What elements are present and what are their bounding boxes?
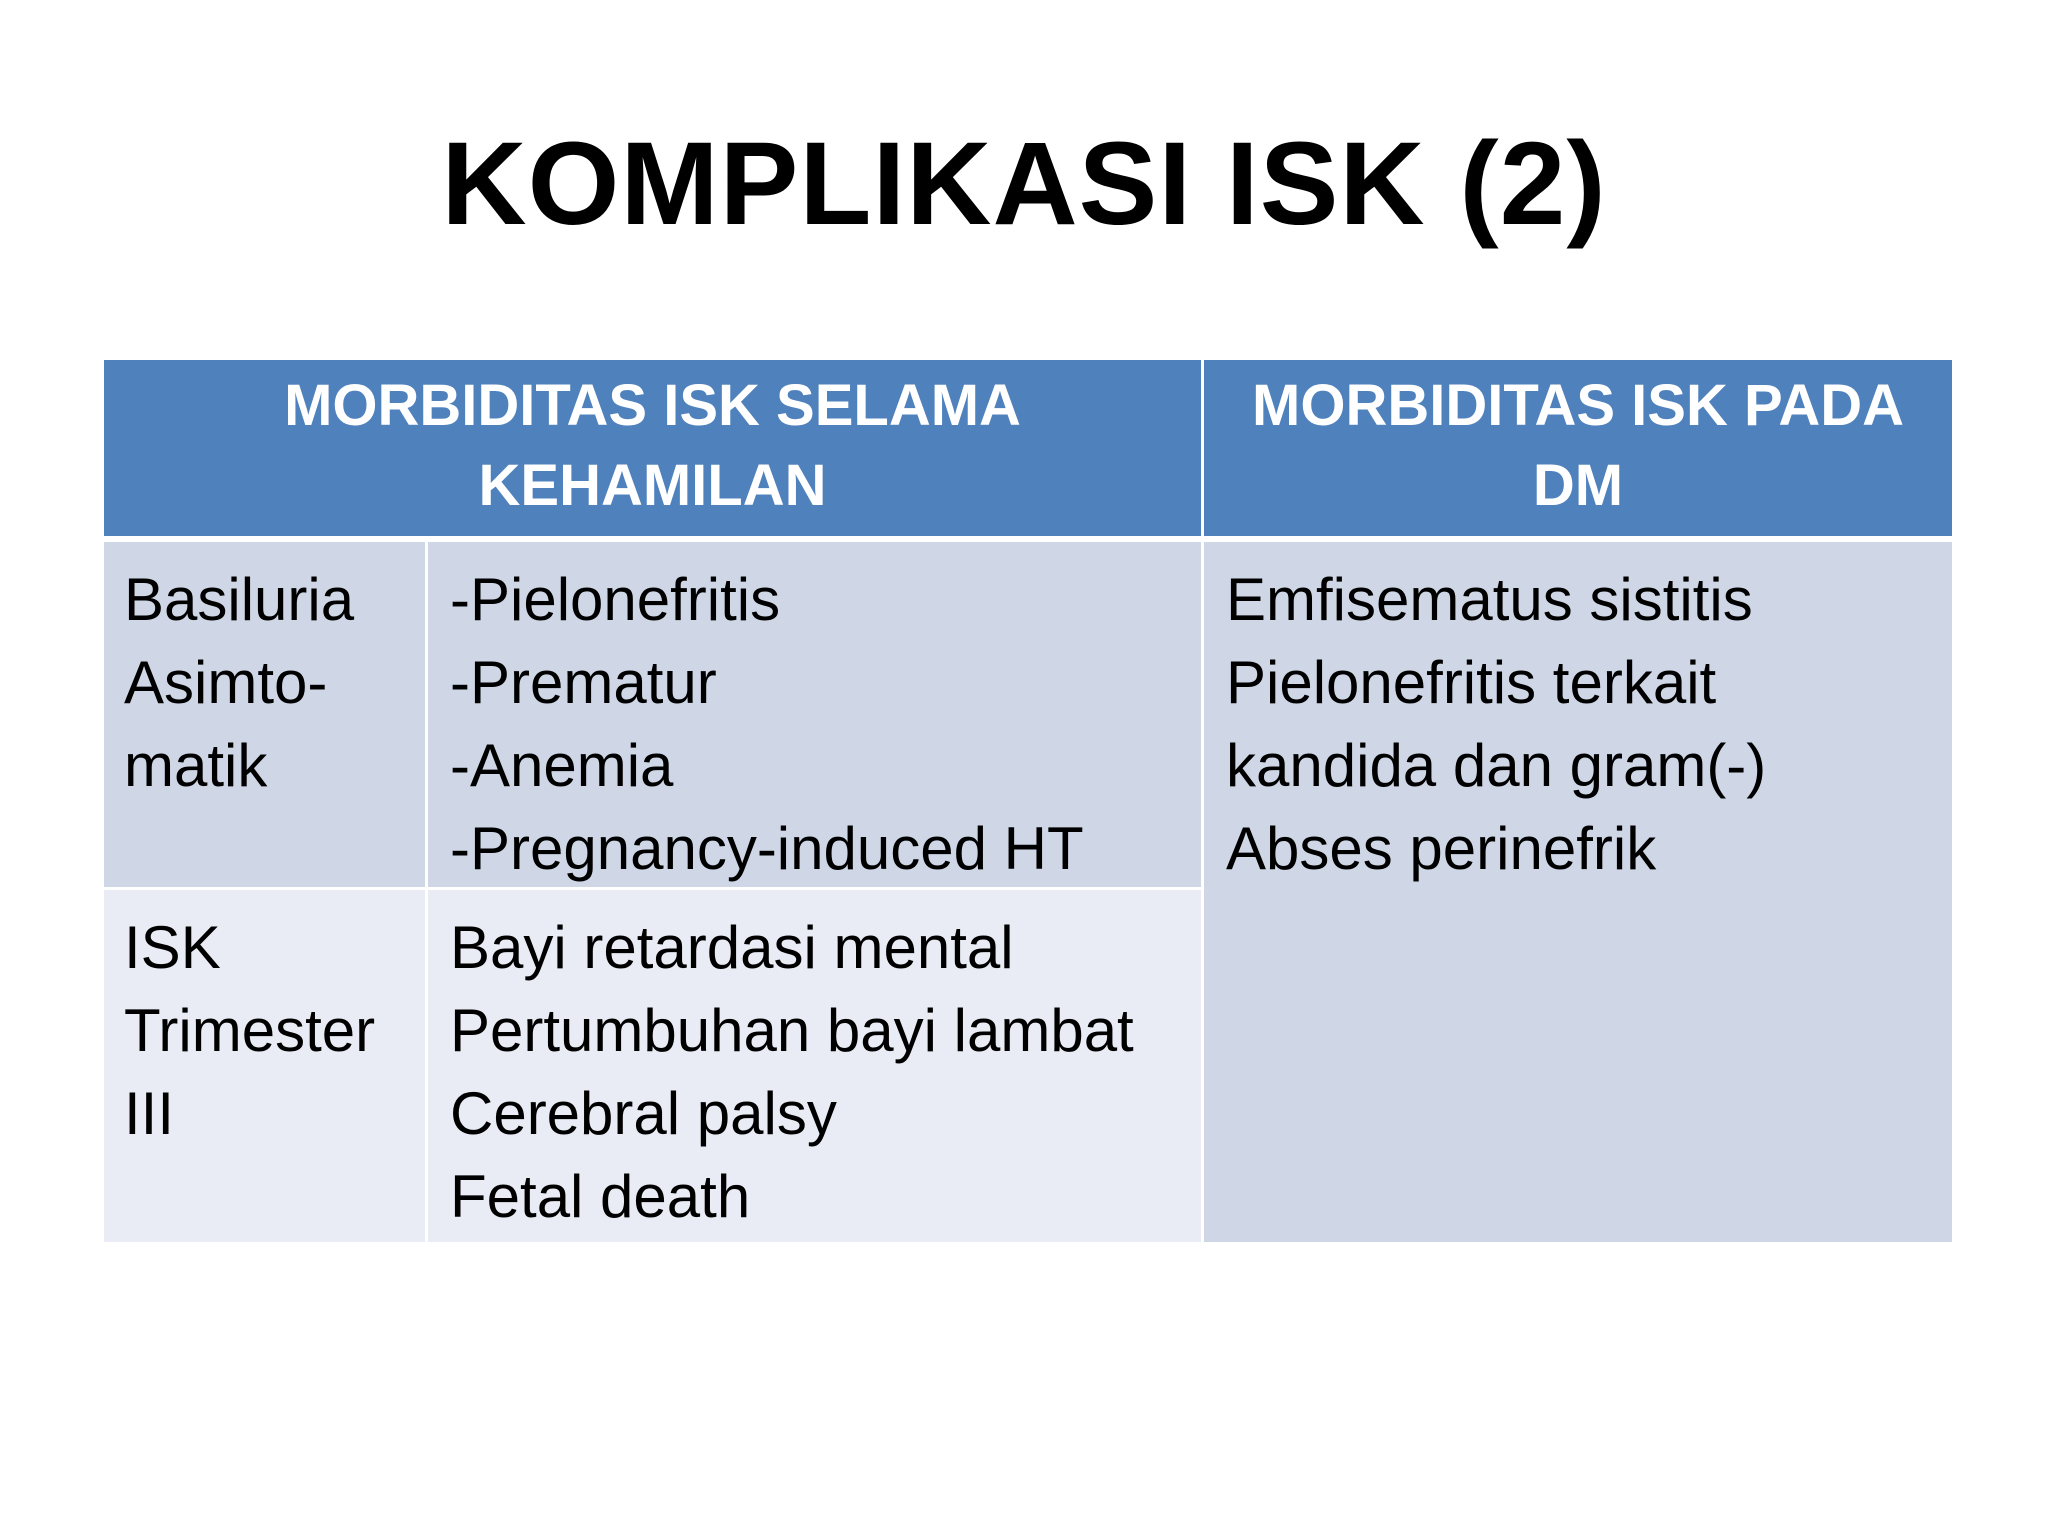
row1-label-cell <box>104 542 428 890</box>
header-left-line: MORBIDITAS ISK SELAMA <box>284 373 1021 438</box>
dm-item: kandida dan gram(-) <box>1226 732 1767 799</box>
row2-label-line: ISK <box>124 914 221 981</box>
row2-label-line: Trimester <box>124 997 376 1064</box>
slide-title: KOMPLIKASI ISK (2) <box>441 118 1607 250</box>
dm-item: Abses perinefrik <box>1226 815 1657 882</box>
dm-items-cell <box>1204 542 1952 1242</box>
header-left-line: KEHAMILAN <box>478 453 827 518</box>
row1-item: -Anemia <box>450 732 674 799</box>
header-right-line: MORBIDITAS ISK PADA <box>1252 373 1904 438</box>
header-right-line: DM <box>1532 453 1624 518</box>
row1-label-line: Basiluria <box>124 566 355 633</box>
header-pregnancy-morbidity <box>104 360 1204 542</box>
row1-item: -Prematur <box>450 649 717 716</box>
row1-items-cell <box>428 542 1204 890</box>
row2-item: Cerebral palsy <box>450 1080 837 1147</box>
row2-label-line: III <box>124 1080 175 1147</box>
row1-item: -Pielonefritis <box>450 566 781 633</box>
dm-item: Pielonefritis terkait <box>1226 649 1717 716</box>
row1-item: -Pregnancy-induced HT <box>450 815 1084 882</box>
complications-table <box>104 360 1952 1242</box>
row2-label-cell <box>104 890 428 1242</box>
row2-item: Bayi retardasi mental <box>450 914 1014 981</box>
dm-item: Emfisematus sistitis <box>1226 566 1753 633</box>
header-dm-morbidity <box>1204 360 1952 542</box>
row1-label-line: Asimto- <box>124 649 328 716</box>
row2-item: Fetal death <box>450 1163 751 1230</box>
row2-item: Pertumbuhan bayi lambat <box>450 997 1134 1064</box>
row2-items-cell <box>428 890 1204 1242</box>
row1-label-line: matik <box>124 732 268 799</box>
